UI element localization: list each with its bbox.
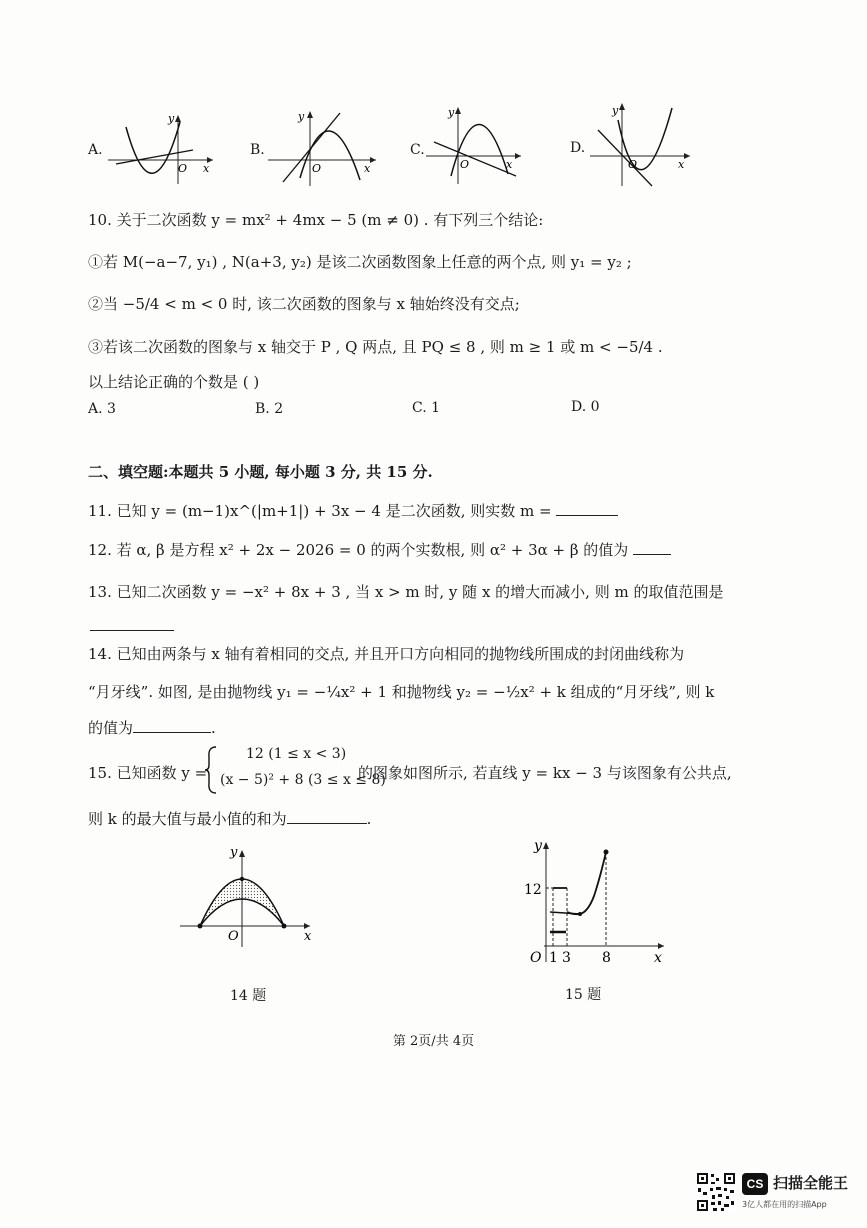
q10-option-a: A. 3 xyxy=(88,401,116,417)
option-a-label: A. xyxy=(88,142,103,158)
q10-option-b: B. 2 xyxy=(255,401,284,417)
q11-text xyxy=(88,500,618,521)
q12-text xyxy=(88,539,671,560)
q13-text: 13. 已知二次函数 y = −x² + 8x + 3 , 当 x > m 时, y 随 x 的增大而减小, 则 m 的取值范围是 xyxy=(88,583,724,601)
fig15-tick-8: 8 xyxy=(602,950,611,966)
fig15-y-label: y xyxy=(534,838,542,854)
figure-14 xyxy=(178,842,318,952)
axis-origin-label: O xyxy=(312,162,322,175)
q15-line-2-text: 则 k 的最大值与最小值的和为 xyxy=(88,810,287,828)
axis-origin-label: O xyxy=(178,162,188,175)
option-a-graph xyxy=(108,112,218,187)
fig15-x-label: x xyxy=(654,950,662,966)
axis-x-label: x xyxy=(364,162,371,175)
q10-conclusion-1: ①若 M(−a−7, y₁) , N(a+3, y₂) 是该二次函数图象上任意的两个点, 则 y₁ = y₂ ; xyxy=(88,253,632,271)
fig15-tick-3: 3 xyxy=(562,950,571,966)
axis-y-label: y xyxy=(168,112,175,125)
fig15-origin-label: O xyxy=(530,950,542,966)
q15-blank xyxy=(287,823,367,824)
q15-brace xyxy=(204,745,218,795)
q10-conclusion-3: ③若该二次函数的图象与 x 轴交于 P , Q 两点, 且 PQ ≤ 8 , 则 m ≥ 1 或 m < −5/4 . xyxy=(88,338,663,356)
scanner-name: 扫描全能王 xyxy=(773,1174,849,1192)
axis-origin-label: O xyxy=(628,158,638,171)
axis-y-label: y xyxy=(298,110,305,123)
axis-origin-label: O xyxy=(460,158,470,171)
option-c-graph xyxy=(426,104,526,186)
section-2-title: 二、填空题:本题共 5 小题, 每小题 3 分, 共 15 分. xyxy=(88,463,433,481)
axis-x-label: x xyxy=(506,158,513,171)
q12-stem: 12. 若 α, β 是方程 x² + 2x − 2026 = 0 的两个实数根, 则 α² + 3α + β 的值为 xyxy=(88,541,629,559)
fig14-x-label: x xyxy=(304,929,312,944)
option-b-graph xyxy=(268,108,380,188)
q14-line-2: “月牙线”. 如图, 是由抛物线 y₁ = −¼x² + 1 和抛物线 y₂ = −½x² + k 组成的“月牙线”, 则 k xyxy=(88,683,715,701)
q14-line-3-text: 的值为 xyxy=(88,719,134,737)
q15-prefix: 15. 已知函数 y = xyxy=(88,764,208,782)
q15-case-1: 12 (1 ≤ x < 3) xyxy=(246,746,347,762)
q14-end: . xyxy=(211,719,216,737)
q12-blank xyxy=(633,554,671,555)
q11-blank xyxy=(556,515,618,516)
fig15-tick-1: 1 xyxy=(549,950,558,966)
q11-stem: 11. 已知 y = (m−1)x^(|m+1|) + 3x − 4 是二次函数, 则实数 m = xyxy=(88,502,552,520)
fig14-y-label: y xyxy=(230,845,238,860)
q10-option-c: C. 1 xyxy=(412,400,441,416)
q14-blank xyxy=(133,732,211,733)
axis-y-label: y xyxy=(612,104,619,117)
page-footer: 第 2页/共 4页 xyxy=(392,1034,475,1049)
q10-conclusion-2: ②当 −5/4 < m < 0 时, 该二次函数的图象与 x 轴始终没有交点; xyxy=(88,295,520,313)
option-b-label: B. xyxy=(250,142,265,158)
scanner-logo: CS xyxy=(742,1173,768,1195)
q15-line-2 xyxy=(88,808,371,829)
q13-blank xyxy=(90,630,174,631)
q15-case-2: (x − 5)² + 8 (3 ≤ x ≤ 8) xyxy=(220,772,386,788)
axis-x-label: x xyxy=(678,158,685,171)
figure-15 xyxy=(522,838,670,966)
fig14-origin-label: O xyxy=(228,929,239,944)
q10-option-d: D. 0 xyxy=(571,399,600,415)
q10-question: 以上结论正确的个数是 ( ) xyxy=(88,373,260,391)
option-d-graph xyxy=(590,100,695,188)
scanner-tagline: 3亿人都在用的扫描App xyxy=(742,1200,827,1209)
qr-code-icon xyxy=(696,1172,736,1212)
axis-y-label: y xyxy=(448,106,455,119)
axis-x-label: x xyxy=(203,162,210,175)
fig14-caption: 14 题 xyxy=(230,988,267,1004)
option-d-label: D. xyxy=(570,140,586,156)
q14-line-3 xyxy=(88,717,216,738)
q15-suffix: 的图象如图所示, 若直线 y = kx − 3 与该图象有公共点, xyxy=(358,764,732,782)
fig15-tick-12: 12 xyxy=(524,882,542,898)
fig15-caption: 15 题 xyxy=(565,987,602,1003)
q15-end: . xyxy=(366,810,372,828)
q10-stem: 10. 关于二次函数 y = mx² + 4mx − 5 (m ≠ 0) . 有下列三个结论: xyxy=(88,211,544,229)
option-c-label: C. xyxy=(410,142,425,158)
q14-line-1: 14. 已知由两条与 x 轴有着相同的交点, 并且开口方向相同的抛物线所围成的封闭曲线称为 xyxy=(88,645,685,663)
